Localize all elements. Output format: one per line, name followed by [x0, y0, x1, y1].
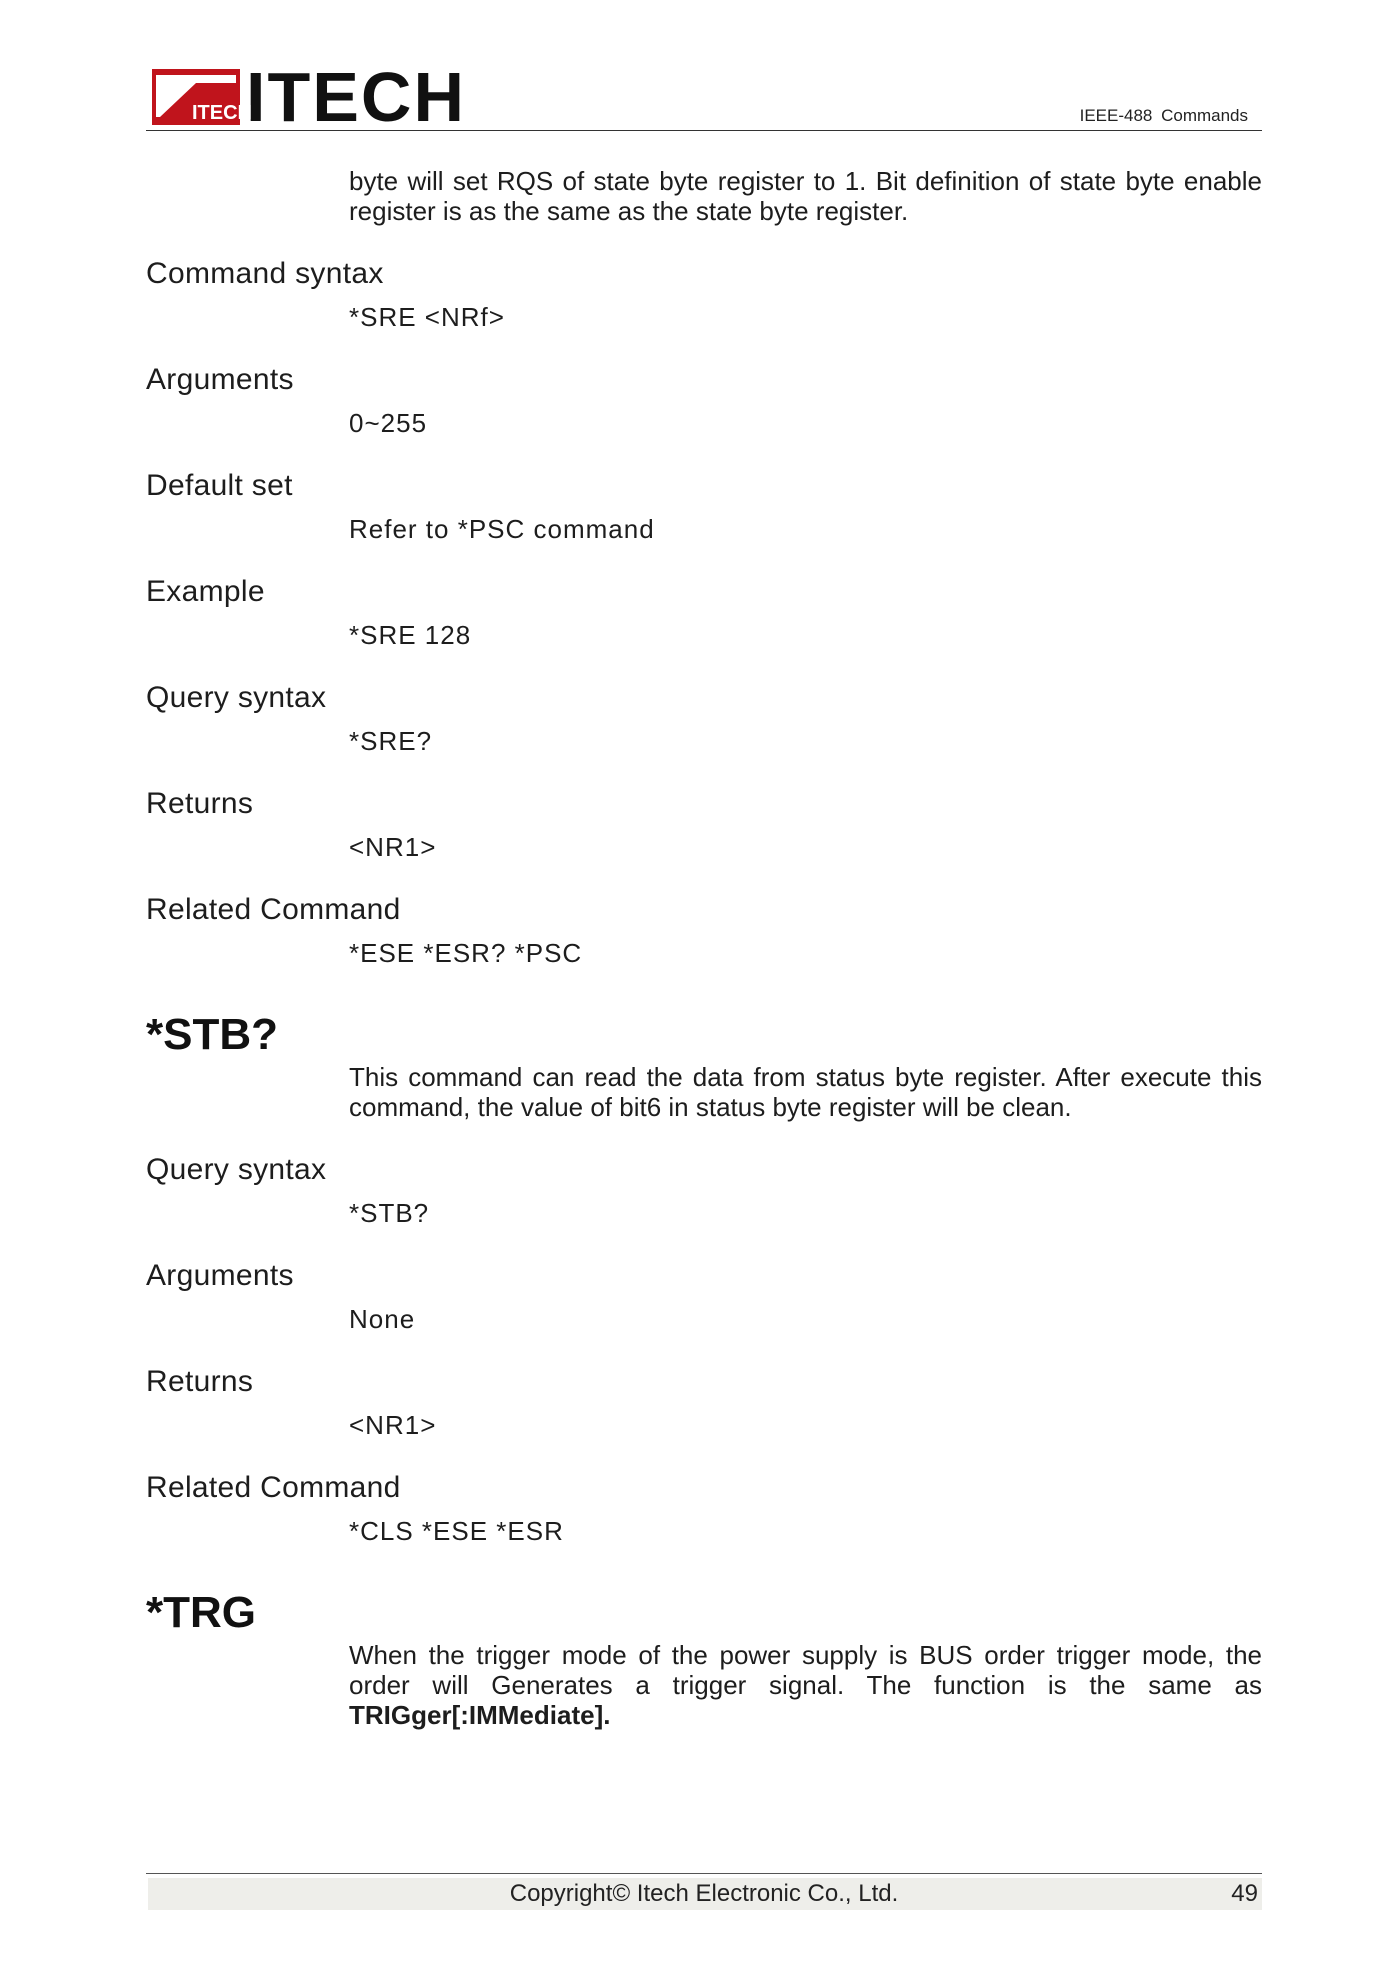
footer-copyright: Copyright© Itech Electronic Co., Ltd. [509, 1880, 899, 1907]
stb-command-title: *STB? [146, 1010, 278, 1059]
itech-logo [152, 58, 466, 136]
trg-description [349, 1640, 1262, 1730]
stb-related-label: Related Command [146, 1471, 401, 1504]
sre-syntax-label: Command syntax [146, 257, 384, 290]
logo-wordmark: ITECH [246, 58, 466, 136]
stb-query-value: *STB? [349, 1198, 430, 1228]
sre-returns-label: Returns [146, 787, 254, 820]
sre-default-label: Default set [146, 469, 293, 502]
sre-args-label: Arguments [146, 363, 294, 396]
stb-related-value: *CLS *ESE *ESR [349, 1516, 564, 1546]
sre-query-label: Query syntax [146, 681, 327, 714]
sre-returns-value: <NR1> [349, 832, 437, 862]
page-number: 49 [1231, 1880, 1258, 1907]
page-header [146, 58, 1262, 136]
sre-default-value: Refer to *PSC command [349, 514, 655, 544]
sre-example-label: Example [146, 575, 265, 608]
trg-description-command: TRIGger[:IMMediate]. [349, 1700, 611, 1730]
intro-paragraph: byte will set RQS of state byte register to 1. Bit definition of state byte enable register is as the same as the state byte register. [349, 166, 1262, 226]
logo-badge-text: ITECH [192, 102, 252, 124]
header-section-title: IEEE-488 Commands [1079, 106, 1248, 125]
itech-logo-mark [152, 69, 252, 125]
sre-syntax-value: *SRE <NRf> [349, 302, 505, 332]
page-footer [146, 1873, 1262, 1907]
stb-query-label: Query syntax [146, 1153, 327, 1186]
sre-example-value: *SRE 128 [349, 620, 472, 650]
stb-description: This command can read the data from status byte register. After execute this command, the value of bit6 in status byte register will be clean. [349, 1062, 1262, 1122]
stb-args-value: None [349, 1304, 416, 1334]
trg-description-text: When the trigger mode of the power supply is BUS order trigger mode, the order will Generates a trigger signal. The function is the same as [349, 1640, 1262, 1700]
sre-related-value: *ESE *ESR? *PSC [349, 938, 583, 968]
sre-args-value: 0~255 [349, 408, 428, 438]
stb-returns-value: <NR1> [349, 1410, 437, 1440]
logo-emblem-icon [152, 69, 252, 125]
stb-returns-label: Returns [146, 1365, 254, 1398]
trg-command-title: *TRG [146, 1588, 256, 1637]
sre-query-value: *SRE? [349, 726, 433, 756]
page-content [146, 166, 1262, 1730]
stb-args-label: Arguments [146, 1259, 294, 1292]
sre-related-label: Related Command [146, 893, 401, 926]
